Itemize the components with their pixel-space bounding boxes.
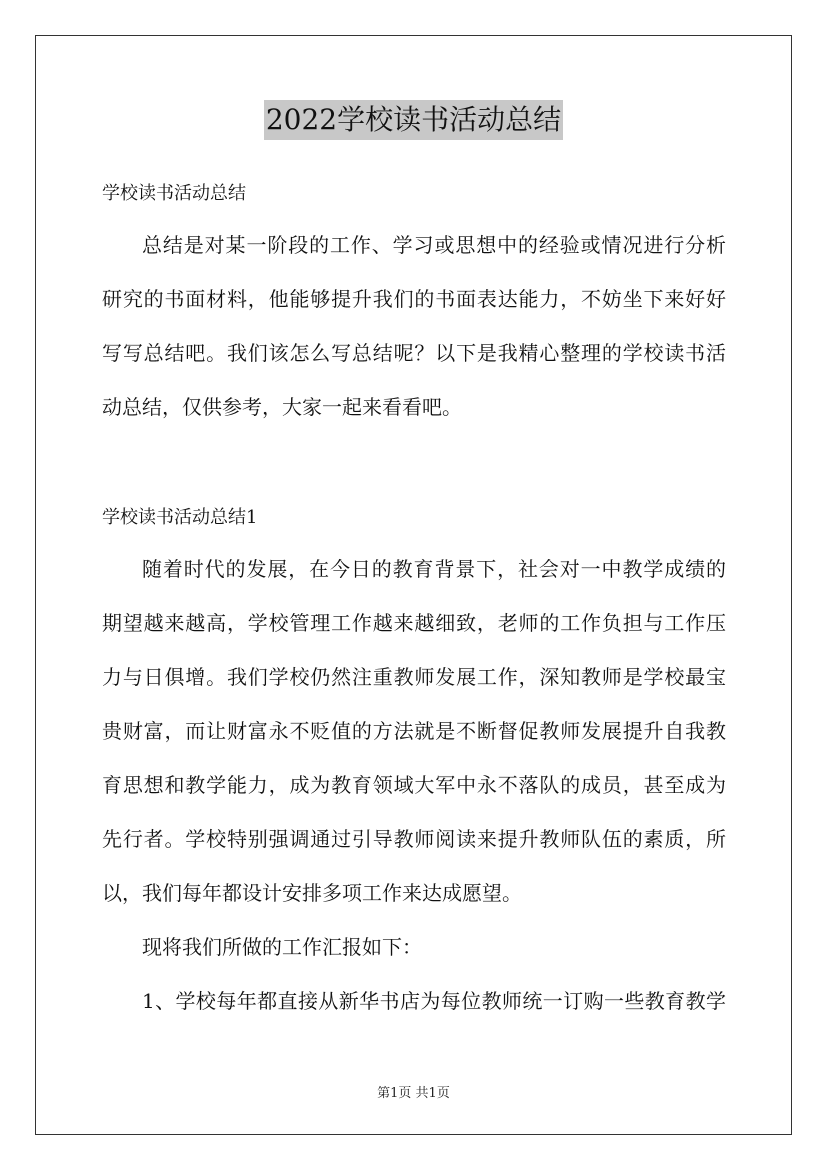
document-body (102, 170, 726, 1028)
section1-line: 育思想和教学能力，成为教育领域大军中永不落队的成员，甚至成为 (102, 773, 726, 797)
section1-line: 以，我们每年都设计安排多项工作来达成愿望。 (102, 881, 522, 905)
section1-line: 期望越来越高，学校管理工作越来越细致，老师的工作负担与工作压 (102, 611, 726, 635)
page-number-footer: 第1页 共1页 (377, 1086, 450, 1101)
document-title: 2022学校读书活动总结 (264, 100, 563, 140)
intro-line: 写写总结吧。我们该怎么写总结呢？以下是我精心整理的学校读书活 (102, 341, 726, 365)
intro-line: 研究的书面材料，他能够提升我们的书面表达能力，不妨坐下来好好 (102, 287, 726, 311)
item1-line: 1、学校每年都直接从新华书店为每位教师统一订购一些教育教学 (142, 989, 726, 1013)
intro-line: 动总结，仅供参考，大家一起来看看吧。 (102, 395, 462, 419)
section1-line: 随着时代的发展，在今日的教育背景下，社会对一中教学成绩的 (142, 557, 726, 581)
section1-line: 贵财富，而让财富永不贬值的方法就是不断督促教师发展提升自我教 (102, 719, 726, 743)
section1-heading: 学校读书活动总结1 (102, 507, 258, 528)
intro-line: 总结是对某一阶段的工作、学习或思想中的经验或情况进行分析 (142, 233, 726, 257)
section-gap (102, 434, 726, 494)
report-line: 现将我们所做的工作汇报如下： (142, 935, 422, 959)
intro-heading: 学校读书活动总结 (102, 183, 246, 204)
title-container (0, 100, 827, 140)
section1-line: 力与日俱增。我们学校仍然注重教师发展工作，深知教师是学校最宝 (102, 665, 726, 689)
section1-line: 先行者。学校特别强调通过引导教师阅读来提升教师队伍的素质，所 (102, 827, 726, 851)
